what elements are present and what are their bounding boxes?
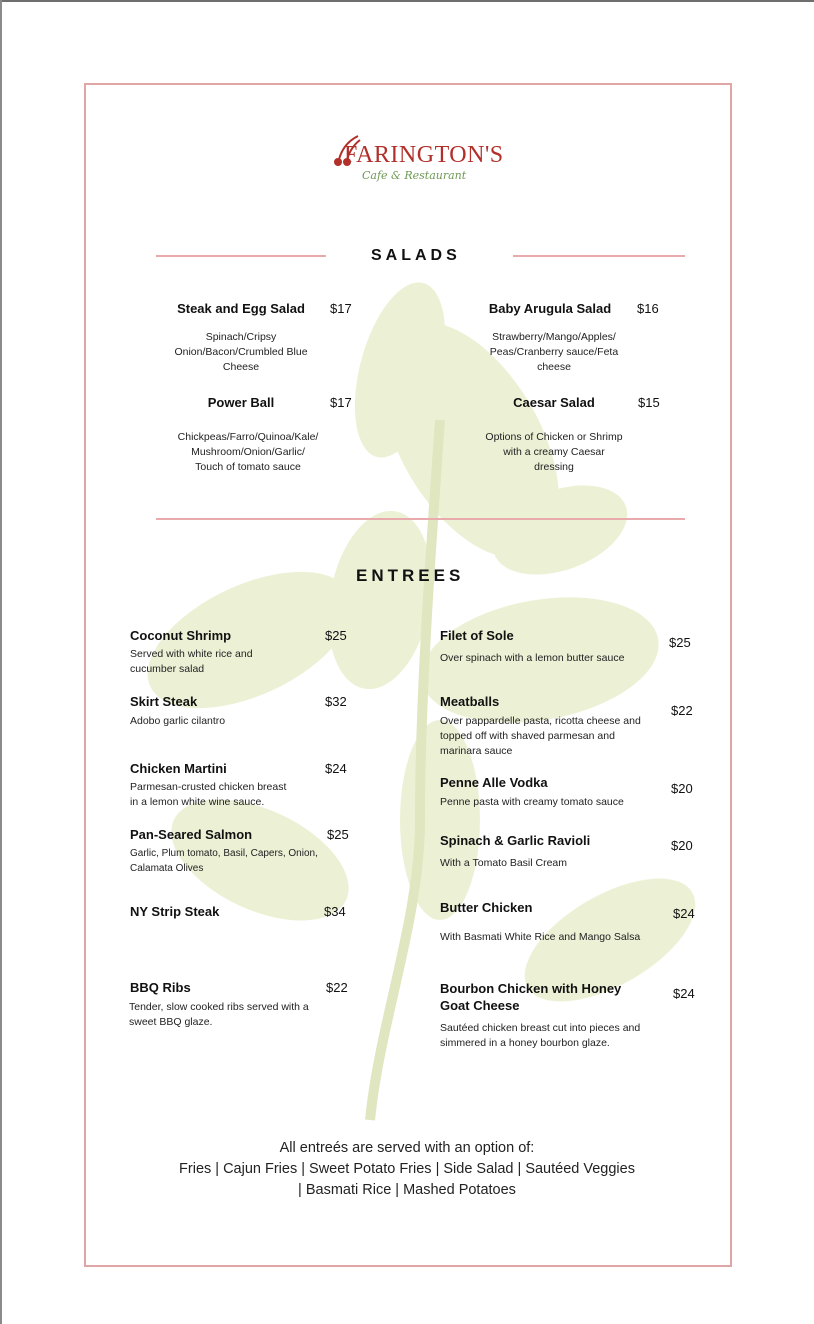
menu-item-name: Filet of Sole (440, 628, 514, 643)
section-divider (156, 518, 685, 520)
menu-item-description: Adobo garlic cilantro (130, 715, 226, 727)
sides-options: Fries | Cajun Fries | Sweet Potato Fries | Side Salad | Sautéed Veggies (179, 1161, 635, 1177)
menu-item-description: Strawberry/Mango/Apples/ Peas/Cranberry sauce/Feta cheese (489, 331, 619, 373)
menu-item-name: Penne Alle Vodka (440, 775, 548, 790)
menu-item-price: $16 (637, 301, 659, 316)
menu-item-price: $32 (325, 694, 347, 709)
menu-item-name: Chicken Martini (130, 761, 227, 776)
menu-item-name: NY Strip Steak (130, 904, 220, 919)
menu-item-description: Over pappardelle pasta, ricotta cheese and topped off with shaved parmesan and marinara sauce (440, 715, 641, 757)
menu-item-name: Pan-Seared Salmon (130, 827, 253, 842)
menu-item-name: Caesar Salad (513, 395, 595, 410)
menu-item-name: Baby Arugula Salad (488, 301, 612, 316)
menu-item-price: $22 (671, 703, 693, 718)
menu-item-name: Spinach & Garlic Ravioli (440, 833, 591, 848)
menu-item-name: BBQ Ribs (130, 980, 191, 995)
salads-heading: SALADS (371, 247, 461, 264)
menu-item-price: $20 (671, 781, 693, 796)
menu-item-description: Spinach/Cripsy Onion/Bacon/Crumbled Blue Cheese (174, 331, 308, 373)
menu-item-price: $24 (325, 761, 347, 776)
menu-item-price: $25 (325, 628, 347, 643)
sides-options-continued: | Basmati Rice | Mashed Potatoes (298, 1182, 516, 1198)
menu-item-price: $34 (324, 904, 346, 919)
menu-item-name: Butter Chicken (440, 900, 533, 915)
menu-item-price: $25 (327, 827, 349, 842)
menu-item-name: Steak and Egg Salad (177, 301, 305, 316)
menu-item-name: Coconut Shrimp (130, 628, 232, 643)
menu-item-price: $25 (669, 635, 691, 650)
menu-item-description: Options of Chicken or Shrimp with a creamy Caesar dressing (485, 431, 623, 473)
section-rule (513, 255, 685, 257)
menu-item-price: $22 (326, 980, 348, 995)
logo-wordmark: FARINGTON'S (344, 142, 504, 168)
menu-item-price: $15 (638, 395, 660, 410)
sides-intro: All entreés are served with an option of: (279, 1140, 535, 1156)
menu-item-price: $17 (330, 301, 352, 316)
logo-subtitle: Cafe & Restaurant (362, 169, 467, 182)
menu-item-description: Penne pasta with creamy tomato sauce (440, 796, 624, 808)
menu-item-price: $17 (330, 395, 352, 410)
menu-item-price: $20 (671, 838, 693, 853)
menu-item-name: Bourbon Chicken with Honey Goat Cheese (440, 981, 622, 1013)
menu-item-description: Served with white rice and cucumber salad (130, 648, 253, 675)
menu-item-description: With a Tomato Basil Cream (440, 857, 568, 869)
menu-item-description: Tender, slow cooked ribs served with a sweet BBQ glaze. (129, 1001, 309, 1028)
menu-item-description: Over spinach with a lemon butter sauce (440, 652, 625, 664)
menu-item-description: Parmesan-crusted chicken breast in a lemon white wine sauce. (130, 781, 287, 808)
menu-item-price: $24 (673, 906, 695, 921)
entrees-heading: ENTREES (356, 566, 465, 585)
menu-item-description: Sautéed chicken breast cut into pieces and simmered in a honey bourbon glaze. (440, 1022, 641, 1049)
restaurant-logo (330, 130, 510, 190)
menu-item-name: Meatballs (440, 694, 500, 709)
menu-item-price: $24 (673, 986, 695, 1001)
section-rule (156, 255, 326, 257)
menu-item-name: Skirt Steak (130, 694, 198, 709)
menu-item-description: With Basmati White Rice and Mango Salsa (440, 931, 641, 943)
menu-item-description: Chickpeas/Farro/Quinoa/Kale/ Mushroom/Onion/Garlic/ Touch of tomato sauce (177, 431, 319, 473)
menu-item-name: Power Ball (207, 395, 275, 410)
menu-item-description: Garlic, Plum tomato, Basil, Capers, Onion, Calamata Olives (130, 848, 318, 874)
sides-note (150, 1138, 664, 1201)
